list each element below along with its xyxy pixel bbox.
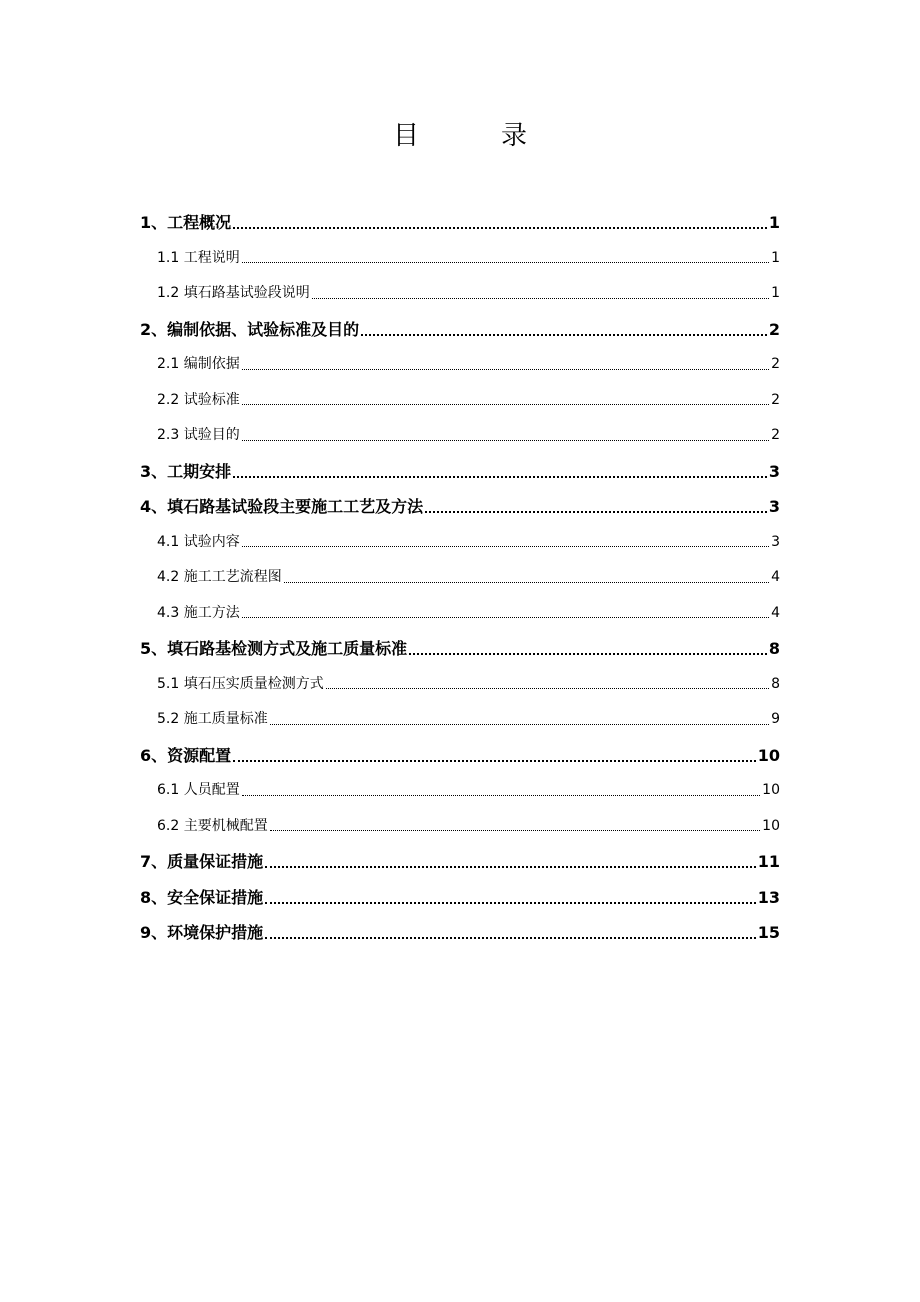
dot-leader [233, 226, 767, 229]
dot-leader [242, 616, 769, 618]
toc-entry-page: 3 [768, 461, 780, 481]
toc-entry-page: 8 [771, 675, 780, 692]
toc-entry[interactable] [140, 596, 780, 632]
toc-entry-page: 8 [768, 639, 780, 658]
toc-entry-page: 13 [757, 887, 780, 907]
toc-entry[interactable] [140, 241, 780, 277]
dot-leader [233, 475, 767, 478]
dot-leader [409, 652, 767, 655]
toc-entry-label: 4、填石路基试验段主要施工工艺及方法 [140, 497, 424, 516]
toc-entry-page: 10 [757, 745, 780, 765]
dot-leader [242, 403, 769, 405]
dot-leader [270, 829, 760, 831]
toc-entry-label: 9、环境保护措施 [140, 923, 264, 942]
toc-entry-page: 2 [771, 427, 780, 443]
dot-leader [312, 297, 769, 299]
toc-entry-page: 4 [771, 569, 780, 585]
toc-entry-label: 4.1 试验内容 [157, 533, 240, 550]
toc-entry-label: 5、填石路基检测方式及施工质量标准 [140, 639, 408, 658]
toc-entry-page: 9 [771, 711, 780, 727]
toc-entry-page: 3 [768, 497, 780, 516]
toc-entry[interactable] [140, 205, 780, 241]
toc-entry-page: 3 [771, 533, 780, 550]
dot-leader [425, 510, 767, 513]
dot-leader [242, 794, 760, 796]
toc-entry-label: 3、工期安排 [140, 461, 232, 481]
dot-leader [242, 439, 769, 441]
toc-entry-label: 2.2 试验标准 [157, 391, 240, 408]
toc-entry-page: 2 [771, 356, 780, 372]
dot-leader [265, 936, 756, 939]
toc-entry-label: 2、编制依据、试验标准及目的 [140, 319, 360, 339]
dot-leader [284, 581, 769, 583]
toc-entry-label: 5.1 填石压实质量检测方式 [157, 675, 324, 692]
toc-entry-label: 2.3 试验目的 [157, 427, 240, 443]
dot-leader [242, 261, 769, 263]
dot-leader [361, 333, 767, 336]
toc-entry-label: 4.2 施工工艺流程图 [157, 569, 282, 585]
toc-entry-label: 6.2 主要机械配置 [157, 817, 268, 834]
toc-entry-label: 8、安全保证措施 [140, 887, 264, 907]
toc-entry-label: 6.1 人员配置 [157, 782, 240, 798]
toc-entry[interactable] [140, 880, 780, 916]
toc-entry[interactable] [140, 276, 780, 312]
dot-leader [233, 759, 756, 762]
toc-entry[interactable] [140, 915, 780, 951]
toc-entry-page: 10 [762, 817, 780, 834]
toc-entry[interactable] [140, 773, 780, 809]
toc-entry[interactable] [140, 418, 780, 454]
toc-entry[interactable] [140, 809, 780, 845]
toc-entry[interactable] [140, 560, 780, 596]
toc-entry[interactable] [140, 667, 780, 703]
toc-title: 目 录 [392, 121, 555, 151]
toc-entry-page: 1 [771, 285, 780, 301]
toc-entry-page: 4 [771, 604, 780, 621]
toc-entry-label: 6、资源配置 [140, 745, 232, 765]
toc-entry-label: 7、质量保证措施 [140, 852, 264, 871]
toc-entry-label: 4.3 施工方法 [157, 604, 240, 621]
toc-entry-label: 1、工程概况 [140, 213, 232, 232]
toc-entry-page: 15 [757, 923, 780, 942]
toc-entry[interactable] [140, 383, 780, 419]
toc-entry[interactable] [140, 312, 780, 348]
dot-leader [242, 368, 769, 370]
dot-leader [242, 545, 769, 547]
toc-entry-page: 2 [768, 319, 780, 339]
dot-leader [265, 865, 756, 868]
toc-entry-label: 5.2 施工质量标准 [157, 711, 268, 727]
toc-entry[interactable] [140, 738, 780, 774]
toc-entry[interactable] [140, 347, 780, 383]
dot-leader [270, 723, 769, 725]
toc-entry-page: 2 [771, 391, 780, 408]
toc-entry[interactable] [140, 454, 780, 490]
toc-entry-page: 10 [762, 782, 780, 798]
toc-entry-label: 1.1 工程说明 [157, 249, 240, 266]
toc-entry[interactable] [140, 525, 780, 561]
toc-entry[interactable] [140, 844, 780, 880]
toc-entry-page: 1 [771, 249, 780, 266]
dot-leader [265, 901, 756, 904]
toc-entry-page: 1 [768, 213, 780, 232]
toc-entry[interactable] [140, 489, 780, 525]
toc-entry[interactable] [140, 702, 780, 738]
toc-entry[interactable] [140, 631, 780, 667]
toc-list [140, 205, 780, 951]
dot-leader [326, 687, 769, 689]
toc-entry-label: 2.1 编制依据 [157, 356, 240, 372]
toc-entry-page: 11 [757, 852, 780, 871]
toc-entry-label: 1.2 填石路基试验段说明 [157, 285, 310, 301]
